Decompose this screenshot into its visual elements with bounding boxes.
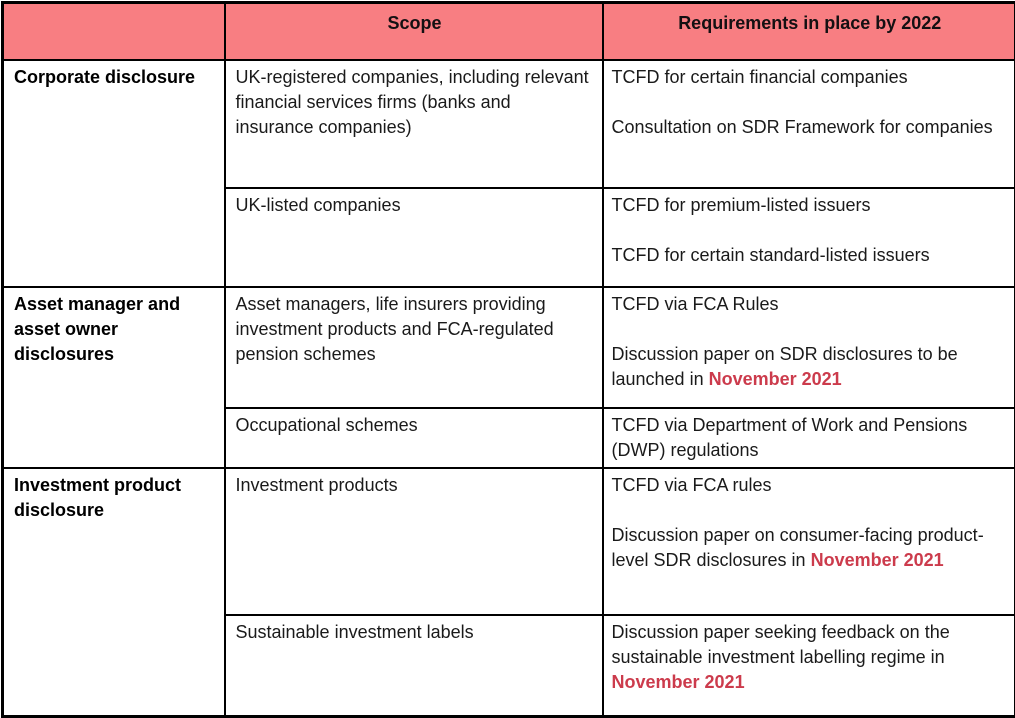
- category-cell-investment-product-disclosure: Investment product disclosure: [3, 468, 225, 717]
- header-cell-requirements: Requirements in place by 2022: [603, 3, 1015, 60]
- requirements-cell: [603, 408, 1015, 468]
- requirement-paragraph: [612, 193, 1007, 218]
- table-row: [3, 287, 1015, 408]
- requirement-text: TCFD via Department of Work and Pensions (DWP) regulations: [612, 415, 968, 460]
- requirements-cell: [603, 468, 1015, 615]
- requirement-text: TCFD for premium-listed issuers: [612, 195, 871, 215]
- header-cell-scope: Scope: [225, 3, 603, 60]
- requirement-paragraph: [612, 65, 1007, 90]
- requirement-paragraph: [612, 115, 1007, 140]
- scope-cell: UK-listed companies: [225, 188, 603, 287]
- requirement-text: Consultation on SDR Framework for companies: [612, 117, 993, 137]
- requirement-paragraph: [612, 342, 1007, 392]
- scope-cell: Asset managers, life insurers providing investment products and FCA-regulated pension schemes: [225, 287, 603, 408]
- requirement-text: Discussion paper on consumer-facing product-level SDR disclosures in: [612, 525, 984, 570]
- highlight-date: November 2021: [811, 550, 944, 570]
- requirement-text: TCFD via FCA rules: [612, 475, 772, 495]
- requirements-cell: [603, 287, 1015, 408]
- requirement-text: TCFD for certain standard-listed issuers: [612, 245, 930, 265]
- requirement-paragraph: [612, 243, 1007, 268]
- requirement-paragraph: [612, 620, 1007, 695]
- requirement-text: TCFD via FCA Rules: [612, 294, 779, 314]
- requirements-cell: [603, 188, 1015, 287]
- scope-cell: Sustainable investment labels: [225, 615, 603, 717]
- scope-cell: Occupational schemes: [225, 408, 603, 468]
- requirements-cell: [603, 615, 1015, 717]
- disclosure-requirements-table: [1, 1, 1015, 718]
- requirement-text: Discussion paper seeking feedback on the sustainable investment labelling regime in: [612, 622, 950, 667]
- category-cell-asset-manager-disclosures: Asset manager and asset owner disclosures: [3, 287, 225, 468]
- scope-cell: UK-registered companies, including relevant financial services firms (banks and insurance companies): [225, 60, 603, 188]
- table-row: [3, 468, 1015, 615]
- highlight-date: November 2021: [709, 369, 842, 389]
- highlight-date: November 2021: [612, 672, 745, 692]
- requirement-paragraph: [612, 523, 1007, 573]
- requirement-text: Discussion paper on SDR disclosures to be launched in: [612, 344, 958, 389]
- scope-cell: Investment products: [225, 468, 603, 615]
- requirement-paragraph: [612, 473, 1007, 498]
- table-row: [3, 60, 1015, 188]
- requirement-paragraph: [612, 292, 1007, 317]
- category-cell-corporate-disclosure: Corporate disclosure: [3, 60, 225, 287]
- requirements-cell: [603, 60, 1015, 188]
- header-row: [3, 3, 1015, 60]
- requirement-paragraph: [612, 413, 1007, 463]
- requirement-text: TCFD for certain financial companies: [612, 67, 908, 87]
- header-cell-blank: [3, 3, 225, 60]
